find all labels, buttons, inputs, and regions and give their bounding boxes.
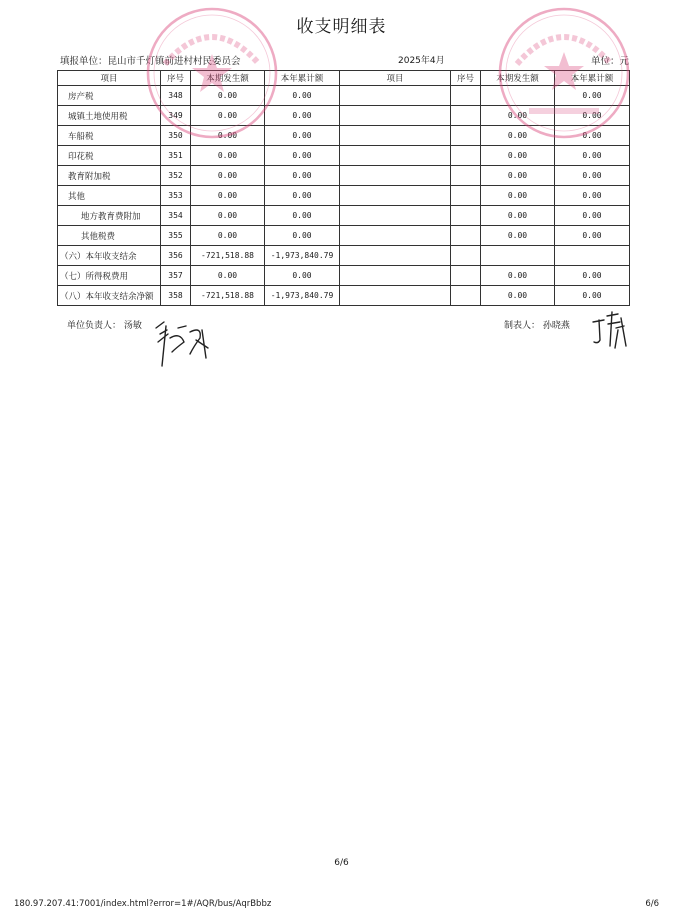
seq-cell: 358 [161,286,191,306]
col-header-ytd-amount-2: 本年累计额 [555,71,630,86]
item-cell: 教育附加税 [58,166,161,186]
ytd-amount-cell: 0.00 [265,186,340,206]
table-row [58,266,630,286]
period-amount-cell-2 [481,246,555,266]
ytd-amount-cell-2: 0.00 [555,226,630,246]
item-cell: 城镇土地使用税 [58,106,161,126]
seq-cell: 351 [161,146,191,166]
period-amount-cell: -721,518.88 [191,246,265,266]
ytd-amount-cell: 0.00 [265,226,340,246]
ytd-amount-cell-2: 0.00 [555,126,630,146]
period-amount-cell-2: 0.00 [481,106,555,126]
ytd-amount-cell-2: 0.00 [555,286,630,306]
ytd-amount-cell: 0.00 [265,126,340,146]
item-cell-2 [340,146,451,166]
ytd-amount-cell: 0.00 [265,106,340,126]
col-header-period-amount: 本期发生额 [191,71,265,86]
seq-cell: 350 [161,126,191,146]
col-header-item-2: 项目 [340,71,451,86]
ytd-amount-cell: 0.00 [265,166,340,186]
item-cell-2 [340,166,451,186]
seq-cell: 354 [161,206,191,226]
seq-cell-2 [451,266,481,286]
ytd-amount-cell: 0.00 [265,266,340,286]
item-cell: （八）本年收支结余净额 [58,286,161,306]
item-cell: 其他 [58,186,161,206]
period-amount-cell-2: 0.00 [481,286,555,306]
seq-cell: 352 [161,166,191,186]
print-page-footer: 6/6 [645,899,659,909]
table-row [58,226,630,246]
ytd-amount-cell: 0.00 [265,146,340,166]
report-title: 收支明细表 [296,17,387,37]
report-period: 2025年4月 [398,56,445,66]
print-url-footer: 180.97.207.41:7001/index.html?error=1#/AQR/bus/AqrBbbz [14,899,272,909]
ytd-amount-cell-2: 0.00 [555,106,630,126]
head-handwritten-signature [150,318,220,370]
seq-cell-2 [451,126,481,146]
period-amount-cell-2: 0.00 [481,126,555,146]
table-row [58,146,630,166]
unit-head-signer: 单位负责人： 汤敏 [67,321,142,331]
period-amount-cell: 0.00 [191,186,265,206]
seq-cell-2 [451,86,481,106]
preparer-signer: 制表人： 孙晓燕 [504,321,570,331]
period-amount-cell-2: 0.00 [481,266,555,286]
item-cell-2 [340,206,451,226]
period-amount-cell: 0.00 [191,146,265,166]
item-cell-2 [340,126,451,146]
period-amount-cell: 0.00 [191,126,265,146]
period-amount-cell: 0.00 [191,86,265,106]
ytd-amount-cell-2: 0.00 [555,266,630,286]
item-cell: 地方教育费附加 [58,206,161,226]
col-header-ytd-amount: 本年累计额 [265,71,340,86]
ytd-amount-cell: -1,973,840.79 [265,246,340,266]
ytd-amount-cell-2: 0.00 [555,86,630,106]
item-cell: （六）本年收支结余 [58,246,161,266]
table-row [58,86,630,106]
table-row [58,286,630,306]
seq-cell-2 [451,206,481,226]
ytd-amount-cell: 0.00 [265,206,340,226]
period-amount-cell-2: 0.00 [481,166,555,186]
col-header-seq: 序号 [161,71,191,86]
seq-cell-2 [451,166,481,186]
ytd-amount-cell: 0.00 [265,86,340,106]
currency-unit: 单位：元 [590,56,629,67]
reporting-unit: 填报单位：昆山市千灯镇前进村村民委员会 [60,56,241,67]
seq-cell: 355 [161,226,191,246]
col-header-seq-2: 序号 [451,71,481,86]
col-header-period-amount-2: 本期发生额 [481,71,555,86]
period-amount-cell: 0.00 [191,106,265,126]
item-cell-2 [340,106,451,126]
item-cell: 印花税 [58,146,161,166]
seq-cell: 353 [161,186,191,206]
period-amount-cell: 0.00 [191,166,265,186]
item-cell: （七）所得税费用 [58,266,161,286]
period-amount-cell-2: 0.00 [481,186,555,206]
ytd-amount-cell-2: 0.00 [555,146,630,166]
item-cell-2 [340,266,451,286]
period-amount-cell-2: 0.00 [481,146,555,166]
period-amount-cell-2: 0.00 [481,226,555,246]
seq-cell: 356 [161,246,191,266]
seq-cell-2 [451,286,481,306]
preparer-handwritten-signature [590,310,630,352]
seq-cell: 348 [161,86,191,106]
table-header-row [58,71,630,86]
table-row [58,166,630,186]
period-amount-cell: -721,518.88 [191,286,265,306]
table-row [58,246,630,266]
item-cell-2 [340,246,451,266]
period-amount-cell-2 [481,86,555,106]
period-amount-cell: 0.00 [191,206,265,226]
seq-cell-2 [451,106,481,126]
item-cell: 车船税 [58,126,161,146]
item-cell-2 [340,226,451,246]
period-amount-cell: 0.00 [191,226,265,246]
item-cell: 其他税费 [58,226,161,246]
seq-cell-2 [451,146,481,166]
page-indicator: 6/6 [334,858,349,868]
income-expense-table [57,70,630,306]
ytd-amount-cell-2: 0.00 [555,186,630,206]
item-cell-2 [340,286,451,306]
col-header-item: 项目 [58,71,161,86]
seq-cell-2 [451,186,481,206]
period-amount-cell: 0.00 [191,266,265,286]
ytd-amount-cell-2 [555,246,630,266]
item-cell-2 [340,186,451,206]
ytd-amount-cell: -1,973,840.79 [265,286,340,306]
item-cell: 房产税 [58,86,161,106]
period-amount-cell-2: 0.00 [481,206,555,226]
table-row [58,206,630,226]
seq-cell-2 [451,226,481,246]
seq-cell: 357 [161,266,191,286]
seq-cell-2 [451,246,481,266]
table-row [58,106,630,126]
seq-cell: 349 [161,106,191,126]
ytd-amount-cell-2: 0.00 [555,206,630,226]
item-cell-2 [340,86,451,106]
ytd-amount-cell-2: 0.00 [555,166,630,186]
table-row [58,186,630,206]
table-row [58,126,630,146]
